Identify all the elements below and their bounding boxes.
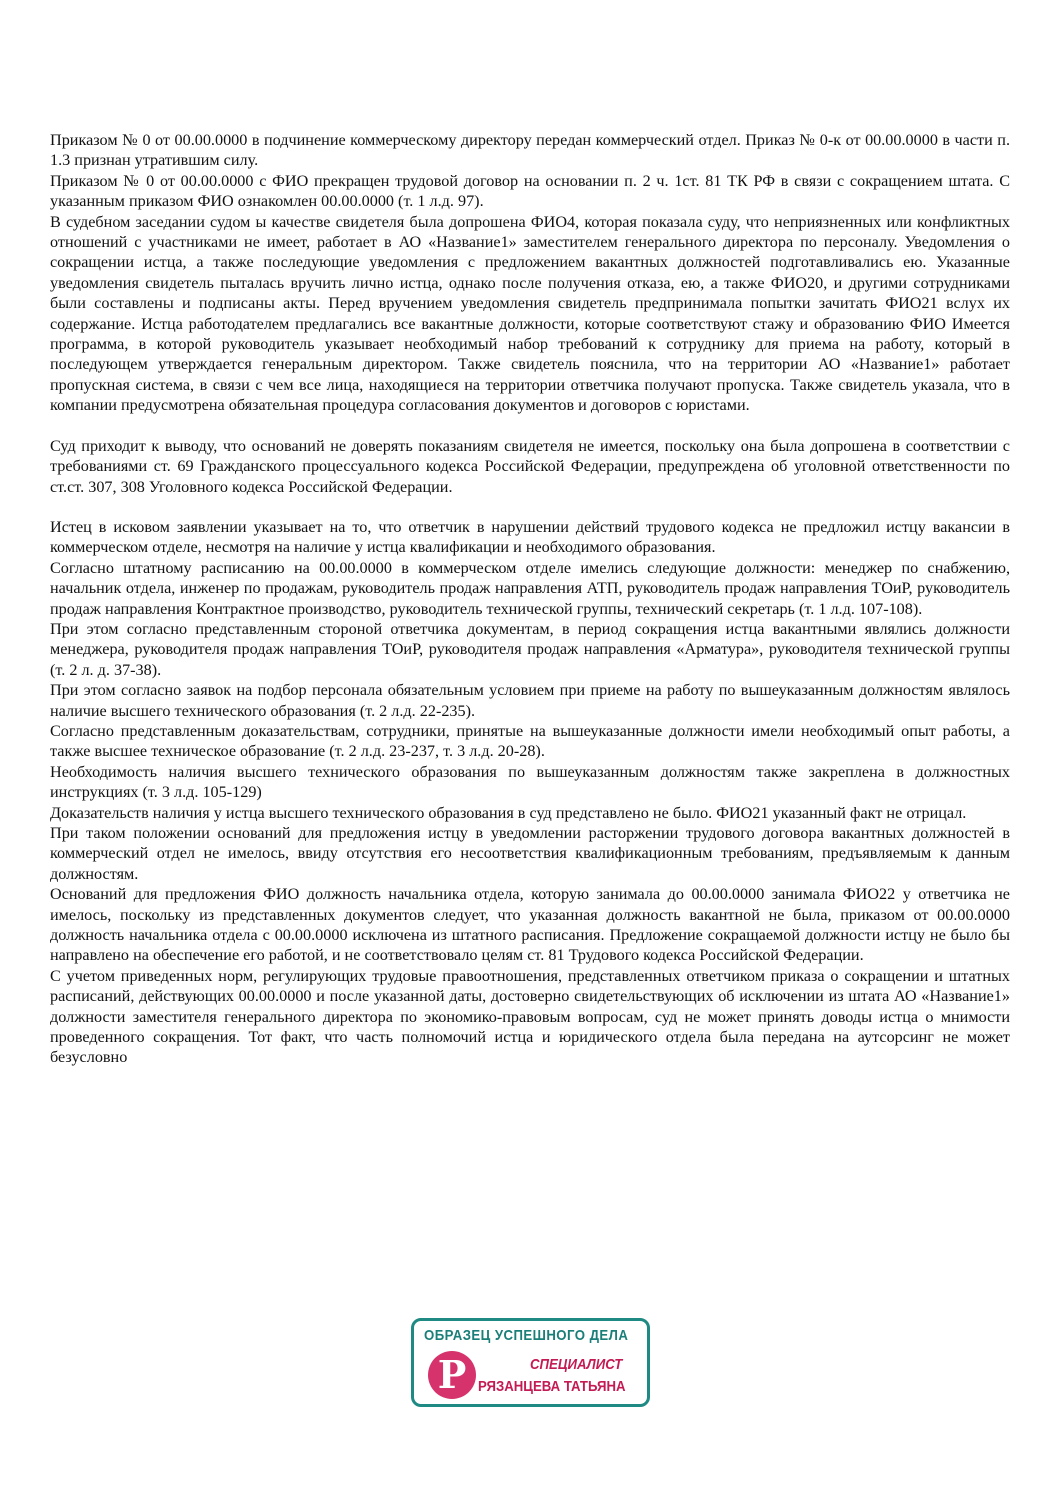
- paragraph-gap: [50, 416, 1010, 436]
- paragraph-job-instructions: Необходимость наличия высшего технического образования по вышеуказанным должностям также закреплена в должностных инструкциях (т. 3 л.д. 105-129): [50, 762, 1010, 802]
- paragraph-vacancies: При этом согласно представленным стороной ответчика документам, в период сокращения истца вакантными являлись должности менеджера, руководителя продаж направления ТОиР, руководителя продаж направления «Арматура», руководителя технической группы (т. 2 л. д. 37-38).: [50, 619, 1010, 679]
- document-page: [50, 130, 1010, 1068]
- paragraph-contract-termination: Приказом № 0 от 00.00.0000 с ФИО прекращен трудовой договор на основании п. 2 ч. 1ст. 81 ТК РФ в связи с сокращением штата. С указанным приказом ФИО ознакомлен 00.00.0000 (т. 1 л.д. 97).: [50, 171, 1010, 211]
- sample-case-badge: [411, 1318, 650, 1407]
- paragraph-no-education-evidence: Доказательств наличия у истца высшего технического образования в суд представлено не было. ФИО21 указанный факт не отрицал.: [50, 803, 967, 822]
- pinterest-logo-icon: P: [428, 1351, 476, 1399]
- badge-specialist-name: РЯЗАНЦЕВА ТАТЬЯНА: [478, 1378, 626, 1395]
- paragraph-staff-schedule: Согласно штатному расписанию на 00.00.0000 в коммерческом отделе имелись следующие должности: менеджер по снабжению, начальник отдела, инженер по продажам, руководитель продаж направления АТП, руководитель продаж направления ТОиР, руководитель продаж направления Контрактное производство, руководитель технической группы, технический секретарь (т. 1 л.д. 107-108).: [50, 558, 1010, 618]
- badge-specialist-label: СПЕЦИАЛИСТ: [530, 1356, 623, 1373]
- paragraph-no-grounds: При таком положении оснований для предложения истцу в уведомлении расторжении трудового договора вакантных должностей в коммерческий отдел не имелось, ввиду отсутствия его несоответствия квалификационным требованиям, предъявляемым к данным должностям.: [50, 824, 1010, 883]
- paragraph-final-reasoning: С учетом приведенных норм, регулирующих трудовые правоотношения, представленных ответчиком приказа о сокращении и штатных расписаний, действующих 00.00.0000 и после указанной даты, достоверно свидетельствующих об исключении из штата АО «Название1» должности заместителя генерального директора по экономико-правовым вопросам, суд не может принять доводы истца о мнимости проведенного сокращения. Тот факт, что часть полномочий истца и юридического отдела была передана на аутсорсинг не может безусловно: [50, 966, 1010, 1067]
- paragraph-gap: [50, 497, 1010, 517]
- paragraph-plaintiff-claim: Истец в исковом заявлении указывает на то, что ответчик в нарушении действий трудового кодекса не предложил истцу вакансии в коммерческом отделе, несмотря на наличие у истца квалификации и необходимого образования.: [50, 517, 1010, 557]
- paragraph-employee-evidence: Согласно представленным доказательствам, сотрудники, принятые на вышеуказанные должности имели необходимый опыт работы, а также высшее техническое образование (т. 2 л.д. 23-237, т. 3 л.д. 20-28).: [50, 721, 1010, 761]
- paragraph-witness-testimony: В судебном заседании судом ы качестве свидетеля была допрошена ФИО4, которая показала суду, что неприязненных или конфликтных отношений с участниками не имеет, работает в АО «Название1» заместителем генерального директора по персоналу. Уведомления о сокращении истца, а также последующие уведомления с предложением вакантных должностей подготавливались ею. Указанные уведомления свидетель пыталась вручить лично истца, однако после получения отказа, ею, а также ФИО20, и другими сотрудниками были составлены и подписаны акты. Перед вручением уведомления свидетель предпринимала попытки зачитать ФИО21 вслух их содержание. Истца работодателем предлагались все вакантные должности, которые соответствуют стажу и образованию ФИО Имеется программа, в которой руководитель указывает необходимый набор требований к сотруднику для приема на работу, который в последующем утверждается генеральным директором. Также свидетель пояснила, что на территории АО «Название1» работает пропускная система, в связи с чем все лица, находящиеся на территории ответчика получают пропуска. Также свидетель указала, что в компании предусмотрена обязательная процедура согласования документов и договоров с юристами.: [50, 212, 1010, 415]
- paragraph-department-head: Оснований для предложения ФИО должность начальника отдела, которую занимала до 00.00.0000 занимала ФИО22 у ответчика не имелось, поскольку из представленных документов следует, что указанная должность вакантной не была, приказом от 00.00.0000 должность начальника отдела с 00.00.0000 исключена из штатного расписания. Предложение сокращаемой должности истцу не было бы направлено на обеспечение его работой, и не соответствовало целям ст. 81 Трудового кодекса Российской Федерации.: [50, 885, 1010, 965]
- badge-title: ОБРАЗЕЦ УСПЕШНОГО ДЕЛА: [424, 1327, 629, 1344]
- paragraph-court-conclusion: Суд приходит к выводу, что оснований не доверять показаниям свидетеля не имеется, поскольку она была допрошена в соответствии с требованиями ст. 69 Гражданского процессуального кодекса Российской Федерации, предупреждена об уголовной ответственности по ст.ст. 307, 308 Уголовного кодекса Российской Федерации.: [50, 436, 1010, 496]
- paragraph-hiring-requirements: При этом согласно заявок на подбор персонала обязательным условием при приеме на работу по вышеуказанным должностям являлось наличие высшего технического образования (т. 2 л.д. 22-235).: [50, 681, 1010, 720]
- paragraph-order-commercial-dept: Приказом № 0 от 00.00.0000 в подчинение коммерческому директору передан коммерческий отдел. Приказ № 0-к от 00.00.0000 в части п. 1.3 признан утратившим силу.: [50, 131, 1010, 170]
